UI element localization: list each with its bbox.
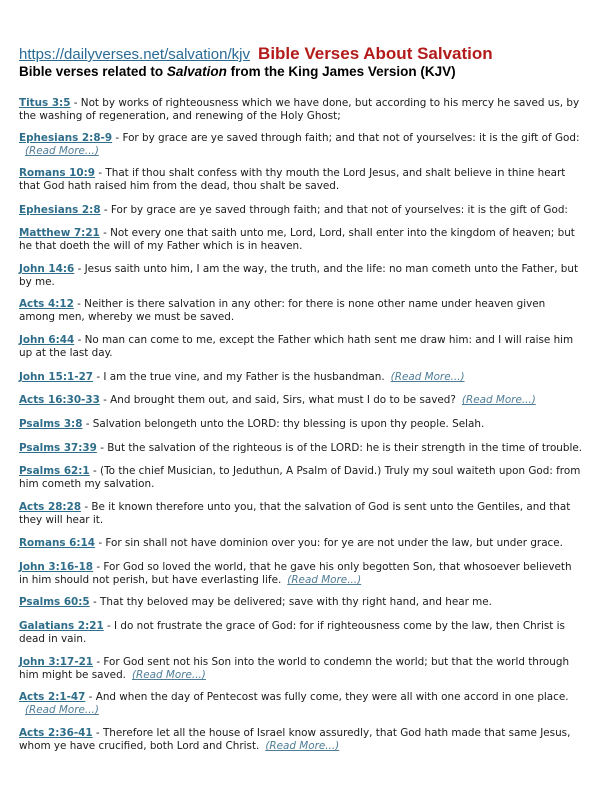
verse-text: - For by grace are ye saved through faith; and that not of yourselves: it is the gift of God:	[112, 132, 580, 144]
read-more-link[interactable]: (Read More...)	[131, 669, 206, 681]
verse-text: - Neither is there salvation in any other: for there is none other name under heaven given among men, whereby we must be saved.	[19, 298, 546, 323]
read-more-link[interactable]: (Read More...)	[461, 394, 536, 406]
verse-reference-link[interactable]: Acts 4:12	[19, 298, 74, 310]
verse-text: - I do not frustrate the grace of God: for if righteousness come by the law, then Christ is dead in vain.	[19, 620, 565, 645]
verse-item	[19, 656, 584, 682]
page-header	[19, 44, 589, 64]
verse-item	[19, 263, 584, 289]
verse-text: - (To the chief Musician, to Jeduthun, A Psalm of David.) Truly my soul waiteth upon God: from him cometh my salvation.	[19, 465, 581, 490]
verse-item	[19, 727, 584, 753]
verse-item	[19, 204, 584, 217]
verse-reference-link[interactable]: Psalms 3:8	[19, 418, 83, 430]
verse-text: - And brought them out, and said, Sirs, what must I do to be saved?	[99, 394, 456, 406]
page-title: Bible Verses About Salvation	[258, 44, 493, 63]
verse-item	[19, 167, 584, 193]
verse-item	[19, 596, 584, 609]
verse-item	[19, 334, 584, 360]
verse-text: - No man can come to me, except the Father which hath sent me draw him: and I will raise him up at the last day.	[19, 334, 574, 359]
verse-reference-link[interactable]: Romans 10:9	[19, 167, 96, 179]
verse-text: - That thy beloved may be delivered; save with thy right hand, and hear me.	[89, 596, 492, 608]
verse-reference-link[interactable]: Psalms 37:39	[19, 442, 97, 454]
verse-text: - Not by works of righteousness which we have done, but according to his mercy he saved us, by the washing of regeneration, and renewing of the Holy Ghost;	[19, 97, 580, 122]
verse-reference-link[interactable]: John 3:16-18	[19, 561, 94, 573]
verse-text: - Not every one that saith unto me, Lord, Lord, shall enter into the kingdom of heaven; but he that doeth the will of my Father which is in heaven.	[19, 227, 575, 252]
subtitle-topic: Salvation	[166, 64, 227, 79]
verse-text: - Salvation belongeth unto the LORD: thy blessing is upon thy people. Selah.	[82, 418, 485, 430]
verse-text: - For God so loved the world, that he gave his only begotten Son, that whosoever believeth in him should not perish, but have everlasting life.	[19, 561, 572, 586]
verse-text: - Jesus saith unto him, I am the way, the truth, and the life: no man cometh unto the Father, but by me.	[19, 263, 579, 288]
verse-text: - For sin shall not have dominion over you: for ye are not under the law, but under grace.	[95, 537, 563, 549]
verse-text: - Therefore let all the house of Israel know assuredly, that God hath made that same Jesus, whom ye have crucified, both Lord and Christ.	[19, 727, 571, 752]
verse-reference-link[interactable]: John 14:6	[19, 263, 75, 275]
read-more-link[interactable]: (Read More...)	[390, 371, 465, 383]
verse-text: - For God sent not his Son into the world to condemn the world; but that the world through him might be saved.	[19, 656, 570, 681]
subtitle-prefix: Bible verses related to	[19, 64, 167, 79]
verse-item	[19, 97, 584, 123]
verse-text: - And when the day of Pentecost was fully come, they were all with one accord in one place.	[85, 691, 569, 703]
verse-reference-link[interactable]: Psalms 62:1	[19, 465, 90, 477]
read-more-link[interactable]: (Read More...)	[25, 704, 99, 716]
verse-reference-link[interactable]: Ephesians 2:8	[19, 204, 101, 216]
verse-item	[19, 298, 584, 324]
verse-text: - I am the true vine, and my Father is the husbandman.	[93, 371, 385, 383]
verse-reference-link[interactable]: Acts 16:30-33	[19, 394, 100, 406]
verse-item	[19, 394, 584, 407]
verse-reference-link[interactable]: Acts 2:1-47	[19, 691, 86, 703]
verse-reference-link[interactable]: Titus 3:5	[19, 97, 71, 109]
verse-reference-link[interactable]: John 6:44	[19, 334, 75, 346]
verse-text: - Be it known therefore unto you, that the salvation of God is sent unto the Gentiles, and that they will hear it.	[19, 501, 571, 526]
verse-item	[19, 501, 584, 527]
page-subtitle	[19, 64, 456, 79]
verse-item	[19, 561, 584, 587]
verse-reference-link[interactable]: Psalms 60:5	[19, 596, 90, 608]
verse-item	[19, 537, 584, 550]
verse-reference-link[interactable]: Acts 28:28	[19, 501, 82, 513]
verse-item	[19, 227, 584, 253]
verse-item	[19, 371, 584, 384]
verse-text: - That if thou shalt confess with thy mouth the Lord Jesus, and shalt believe in thine heart that God hath raised him from the dead, thou shalt be saved.	[19, 167, 566, 192]
verse-item	[19, 465, 584, 491]
verse-item	[19, 418, 584, 431]
verse-reference-link[interactable]: Romans 6:14	[19, 537, 96, 549]
verse-text: - For by grace are ye saved through faith; and that not of yourselves: it is the gift of God:	[100, 204, 568, 216]
verse-item	[19, 691, 584, 717]
read-more-link[interactable]: (Read More...)	[265, 740, 340, 752]
read-more-link[interactable]: (Read More...)	[25, 145, 99, 157]
subtitle-suffix: from the King James Version (KJV)	[226, 64, 456, 79]
verse-reference-link[interactable]: Acts 2:36-41	[19, 727, 93, 739]
verse-reference-link[interactable]: Matthew 7:21	[19, 227, 100, 239]
verse-reference-link[interactable]: Galatians 2:21	[19, 620, 104, 632]
verse-item	[19, 132, 584, 158]
verse-item	[19, 442, 584, 455]
verse-text: - But the salvation of the righteous is of the LORD: he is their strength in the time of trouble.	[96, 442, 583, 454]
verse-reference-link[interactable]: Ephesians 2:8-9	[19, 132, 113, 144]
verse-reference-link[interactable]: John 3:17-21	[19, 656, 94, 668]
site-link[interactable]: https://dailyverses.net/salvation/kjv	[19, 46, 250, 63]
read-more-link[interactable]: (Read More...)	[287, 574, 362, 586]
verse-item	[19, 620, 584, 646]
verse-reference-link[interactable]: John 15:1-27	[19, 371, 94, 383]
